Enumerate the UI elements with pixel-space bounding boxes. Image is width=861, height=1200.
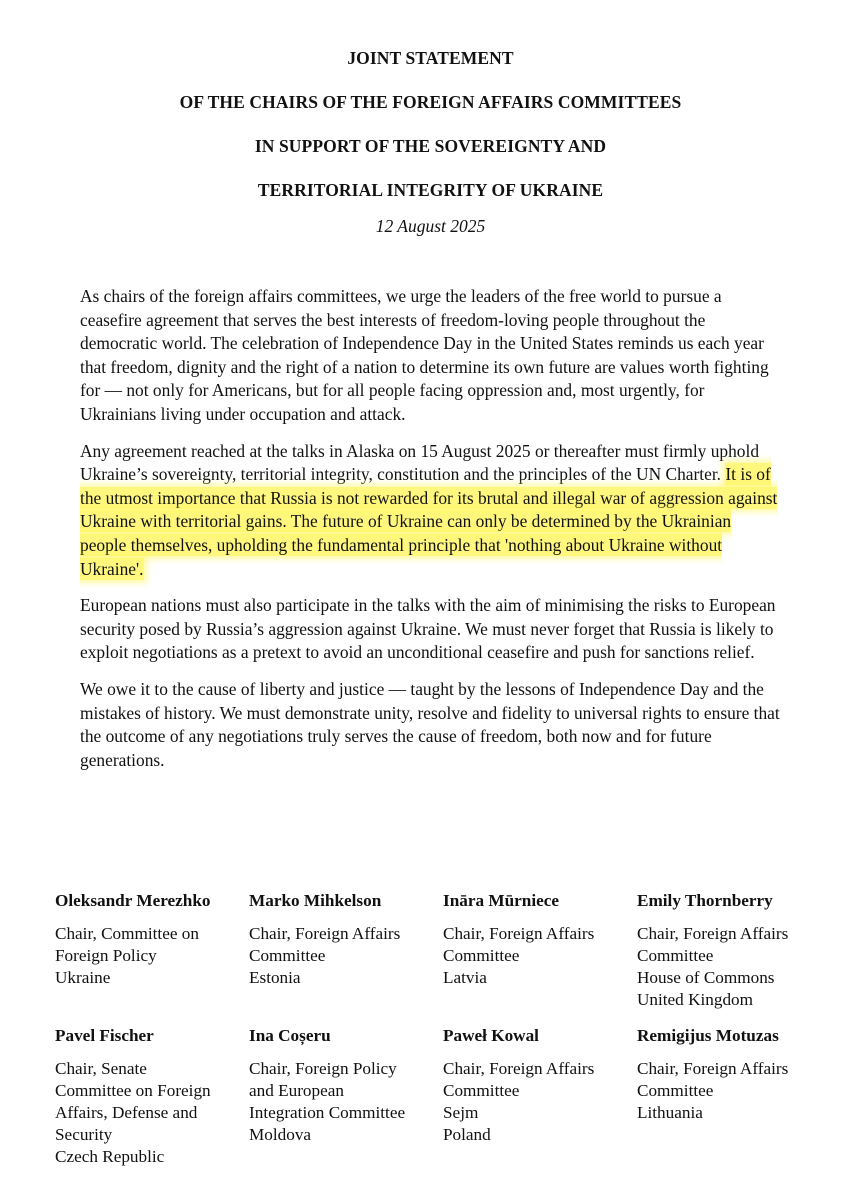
signatory-name: Ināra Mūrniece <box>443 891 559 910</box>
signatory-title-line: House of Commons <box>637 968 775 987</box>
signatory-title-line: Sejm <box>443 1103 479 1122</box>
signatory-country: Czech Republic <box>55 1147 165 1166</box>
title-line-3: IN SUPPORT OF THE SOVEREIGNTY AND <box>254 136 607 156</box>
signatory-title-line: Chair, Foreign Affairs <box>443 1059 595 1078</box>
signatory-title-line: Chair, Committee on <box>55 924 199 943</box>
signatory-country: United Kingdom <box>637 990 754 1009</box>
signatory-block <box>55 1025 249 1168</box>
signatory-title-line: Chair, Foreign Affairs <box>249 924 401 943</box>
title-line-4: TERRITORIAL INTEGRITY OF UKRAINE <box>257 180 604 200</box>
title-line-2: OF THE CHAIRS OF THE FOREIGN AFFAIRS COMMITTEES <box>179 92 682 112</box>
signatory-title-line: Committee <box>443 1081 520 1100</box>
signatory-title-line: Committee <box>443 946 520 965</box>
signatory-title-line: Integration Committee <box>249 1103 406 1122</box>
signatory-name: Pavel Fischer <box>55 1026 154 1045</box>
signatory-block <box>637 890 831 1011</box>
signatory-name: Marko Mihkelson <box>249 891 382 910</box>
statement-body <box>80 285 780 785</box>
signatory-title-line: Chair, Senate <box>55 1059 147 1078</box>
signatory-block <box>443 1025 637 1168</box>
paragraph-2 <box>80 440 780 582</box>
signatory-name: Ina Coșeru <box>249 1026 331 1045</box>
signatory-title-line: Chair, Foreign Policy <box>249 1059 397 1078</box>
signatory-title-line: Affairs, Defense and <box>55 1103 198 1122</box>
signatory-country: Lithuania <box>637 1103 703 1122</box>
signatory-title-line: Committee <box>637 946 714 965</box>
signatory-block <box>637 1025 831 1168</box>
signatory-block <box>249 1025 443 1168</box>
signatories-grid <box>55 890 845 1168</box>
signatory-block <box>443 890 637 1011</box>
signatory-country: Poland <box>443 1125 491 1144</box>
signatory-title-line: Chair, Foreign Affairs <box>443 924 595 943</box>
paragraph-2-text: Any agreement reached at the talks in Alaska on 15 August 2025 or thereafter must firmly uphold Ukraine’s sovereignty, territorial integrity, constitution and the principles of the UN Charter. <box>80 440 760 485</box>
signatory-country: Latvia <box>443 968 487 987</box>
signatory-country: Ukraine <box>55 968 111 987</box>
signatory-title-line: Foreign Policy <box>55 946 157 965</box>
paragraph-1: As chairs of the foreign affairs committees, we urge the leaders of the free world to pursue a ceasefire agreement that serves the best interests of freedom-loving people throughout the democratic world. The celebration of Independence Day in the United States reminds us each year that freedom, dignity and the right of a nation to determine its own future are values worth fighting for — not only for Americans, but for all people facing oppression and, most urgently, for Ukrainians living under occupation and attack. <box>80 286 769 424</box>
statement-date: 12 August 2025 <box>375 216 486 236</box>
signatory-title-line: Committee <box>249 946 326 965</box>
signatory-block <box>55 890 249 1011</box>
signatory-country: Estonia <box>249 968 301 987</box>
paragraph-3: European nations must also participate in the talks with the aim of minimising the risks to European security posed by Russia’s aggression against Ukraine. We must never forget that Russia is likely to exploit negotiations as a pretext to avoid an unconditional ceasefire and push for sanctions relief. <box>80 595 776 663</box>
signatory-title-line: Security <box>55 1125 113 1144</box>
signatory-title-line: Committee <box>637 1081 714 1100</box>
title-line-1: JOINT STATEMENT <box>347 48 514 68</box>
signatory-country: Moldova <box>249 1125 312 1144</box>
signatory-name: Paweł Kowal <box>443 1026 539 1045</box>
signatory-name: Emily Thornberry <box>637 891 773 910</box>
signatory-title-line: Chair, Foreign Affairs <box>637 924 789 943</box>
signatory-name: Remigijus Motuzas <box>637 1026 779 1045</box>
signatory-block <box>249 890 443 1011</box>
signatory-name: Oleksandr Merezhko <box>55 891 211 910</box>
signatory-title-line: and European <box>249 1081 344 1100</box>
highlighted-passage: It is of the utmost importance that Russia is not rewarded for its brutal and illegal war of aggression against Ukraine with territorial gains. The future of Ukraine can only be determined by the Ukrainian people themselves, upholding the fundamental principle that 'nothing about Ukraine without Ukraine'. <box>80 464 778 579</box>
statement-header <box>0 36 861 239</box>
signatory-title-line: Chair, Foreign Affairs <box>637 1059 789 1078</box>
signatory-title-line: Committee on Foreign <box>55 1081 211 1100</box>
paragraph-4: We owe it to the cause of liberty and justice — taught by the lessons of Independence Day and the mistakes of history. We must demonstrate unity, resolve and fidelity to universal rights to ensure that the outcome of any negotiations truly serves the cause of freedom, both now and for future generations. <box>80 678 780 770</box>
